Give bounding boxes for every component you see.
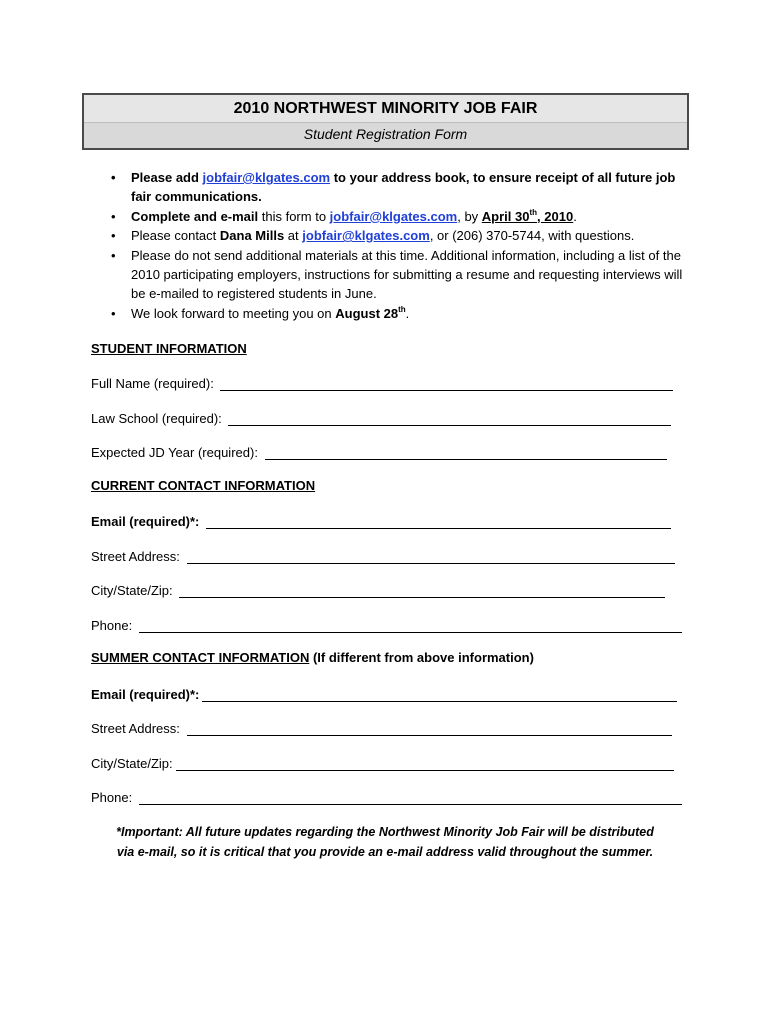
- current-street-input[interactable]: [187, 551, 675, 564]
- current-phone-input[interactable]: [139, 620, 682, 633]
- field-label: Email (required)*:: [91, 514, 203, 529]
- bullet-text: Please do not send additional materials at this time. Additional information, including a list of the 2010 participating employers, instructions for submitting a resume and requesting interviews will be e-mailed to registered students in June.: [131, 247, 683, 302]
- jd-year-field: [91, 442, 667, 460]
- page-subtitle: Student Registration Form: [303, 126, 468, 142]
- instructions-list: [108, 168, 683, 323]
- summer-email-input[interactable]: [202, 689, 677, 702]
- form-header: [82, 93, 689, 150]
- list-item: [108, 246, 683, 304]
- law-school-input[interactable]: [228, 413, 671, 426]
- full-name-field: [91, 373, 673, 391]
- summer-street-field: [91, 718, 672, 736]
- field-label: Street Address:: [91, 721, 184, 736]
- bullet-text: at: [284, 228, 303, 244]
- current-email-input[interactable]: [206, 516, 671, 529]
- bullet-text: , by: [457, 208, 482, 224]
- field-label: Street Address:: [91, 549, 184, 564]
- field-label: City/State/Zip:: [91, 756, 173, 771]
- deadline-day: April 30: [481, 208, 530, 224]
- important-note: [80, 822, 690, 862]
- current-city-input[interactable]: [179, 585, 665, 598]
- field-label: Full Name (required):: [91, 376, 218, 391]
- summer-street-input[interactable]: [187, 723, 672, 736]
- summer-contact-heading: [91, 650, 534, 665]
- current-phone-field: [91, 615, 682, 633]
- bullet-text: to your address book, to ensure receipt of all future job fair communications.: [131, 170, 676, 205]
- summer-email-field: [91, 684, 677, 702]
- field-label: Phone:: [91, 790, 136, 805]
- field-label: Law School (required):: [91, 411, 226, 426]
- deadline-date: [482, 209, 573, 224]
- bullet-text: We look forward to meeting you on: [131, 305, 336, 321]
- section-note: (If different from above information): [309, 650, 534, 665]
- current-street-field: [91, 546, 675, 564]
- section-heading: STUDENT INFORMATION: [91, 341, 247, 356]
- note-line: *Important: All future updates regarding the Northwest Minority Job Fair will be distributed: [116, 825, 654, 839]
- section-heading: CURRENT CONTACT INFORMATION: [91, 478, 316, 493]
- jd-year-input[interactable]: [265, 447, 667, 460]
- full-name-input[interactable]: [220, 378, 673, 391]
- list-item: [108, 207, 683, 226]
- list-item: [108, 168, 683, 207]
- list-item: [108, 304, 683, 323]
- email-link[interactable]: jobfair@klgates.com: [202, 170, 331, 185]
- email-link[interactable]: jobfair@klgates.com: [329, 208, 458, 224]
- page-title: 2010 NORTHWEST MINORITY JOB FAIR: [233, 100, 538, 117]
- field-label: Phone:: [91, 618, 136, 633]
- bullet-text: Please add: [131, 170, 203, 185]
- header-title-bar: [84, 95, 687, 123]
- deadline-year: , 2010: [537, 208, 574, 224]
- note-line: via e-mail, so it is critical that you provide an e-mail address valid throughout the summer.: [116, 845, 654, 859]
- bullet-text: .: [405, 305, 410, 321]
- email-link[interactable]: jobfair@klgates.com: [302, 228, 430, 244]
- date-suffix: th: [529, 207, 538, 217]
- summer-phone-field: [91, 787, 682, 805]
- law-school-field: [91, 408, 671, 426]
- field-label: Expected JD Year (required):: [91, 445, 262, 460]
- student-info-heading: [91, 341, 247, 356]
- bullet-text: .: [573, 208, 577, 224]
- contact-name: Dana Mills: [219, 228, 285, 244]
- event-date: [335, 306, 405, 321]
- field-label: City/State/Zip:: [91, 583, 177, 598]
- date-suffix: th: [398, 304, 406, 314]
- summer-phone-input[interactable]: [139, 792, 682, 805]
- section-heading: SUMMER CONTACT INFORMATION: [91, 650, 310, 665]
- bullet-text: , or (206) 370-5744, with questions.: [429, 228, 635, 244]
- event-day: August 28: [335, 305, 399, 321]
- current-city-field: [91, 580, 665, 598]
- current-email-field: [91, 511, 671, 529]
- field-label: Email (required)*:: [91, 687, 200, 702]
- bullet-emphasis: Complete and e-mail: [131, 208, 259, 224]
- current-contact-heading: [91, 478, 315, 493]
- summer-city-field: [91, 753, 674, 771]
- list-item: [108, 226, 683, 245]
- bullet-text: this form to: [258, 208, 330, 224]
- bullet-text: Please contact: [131, 228, 220, 244]
- summer-city-input[interactable]: [176, 758, 674, 771]
